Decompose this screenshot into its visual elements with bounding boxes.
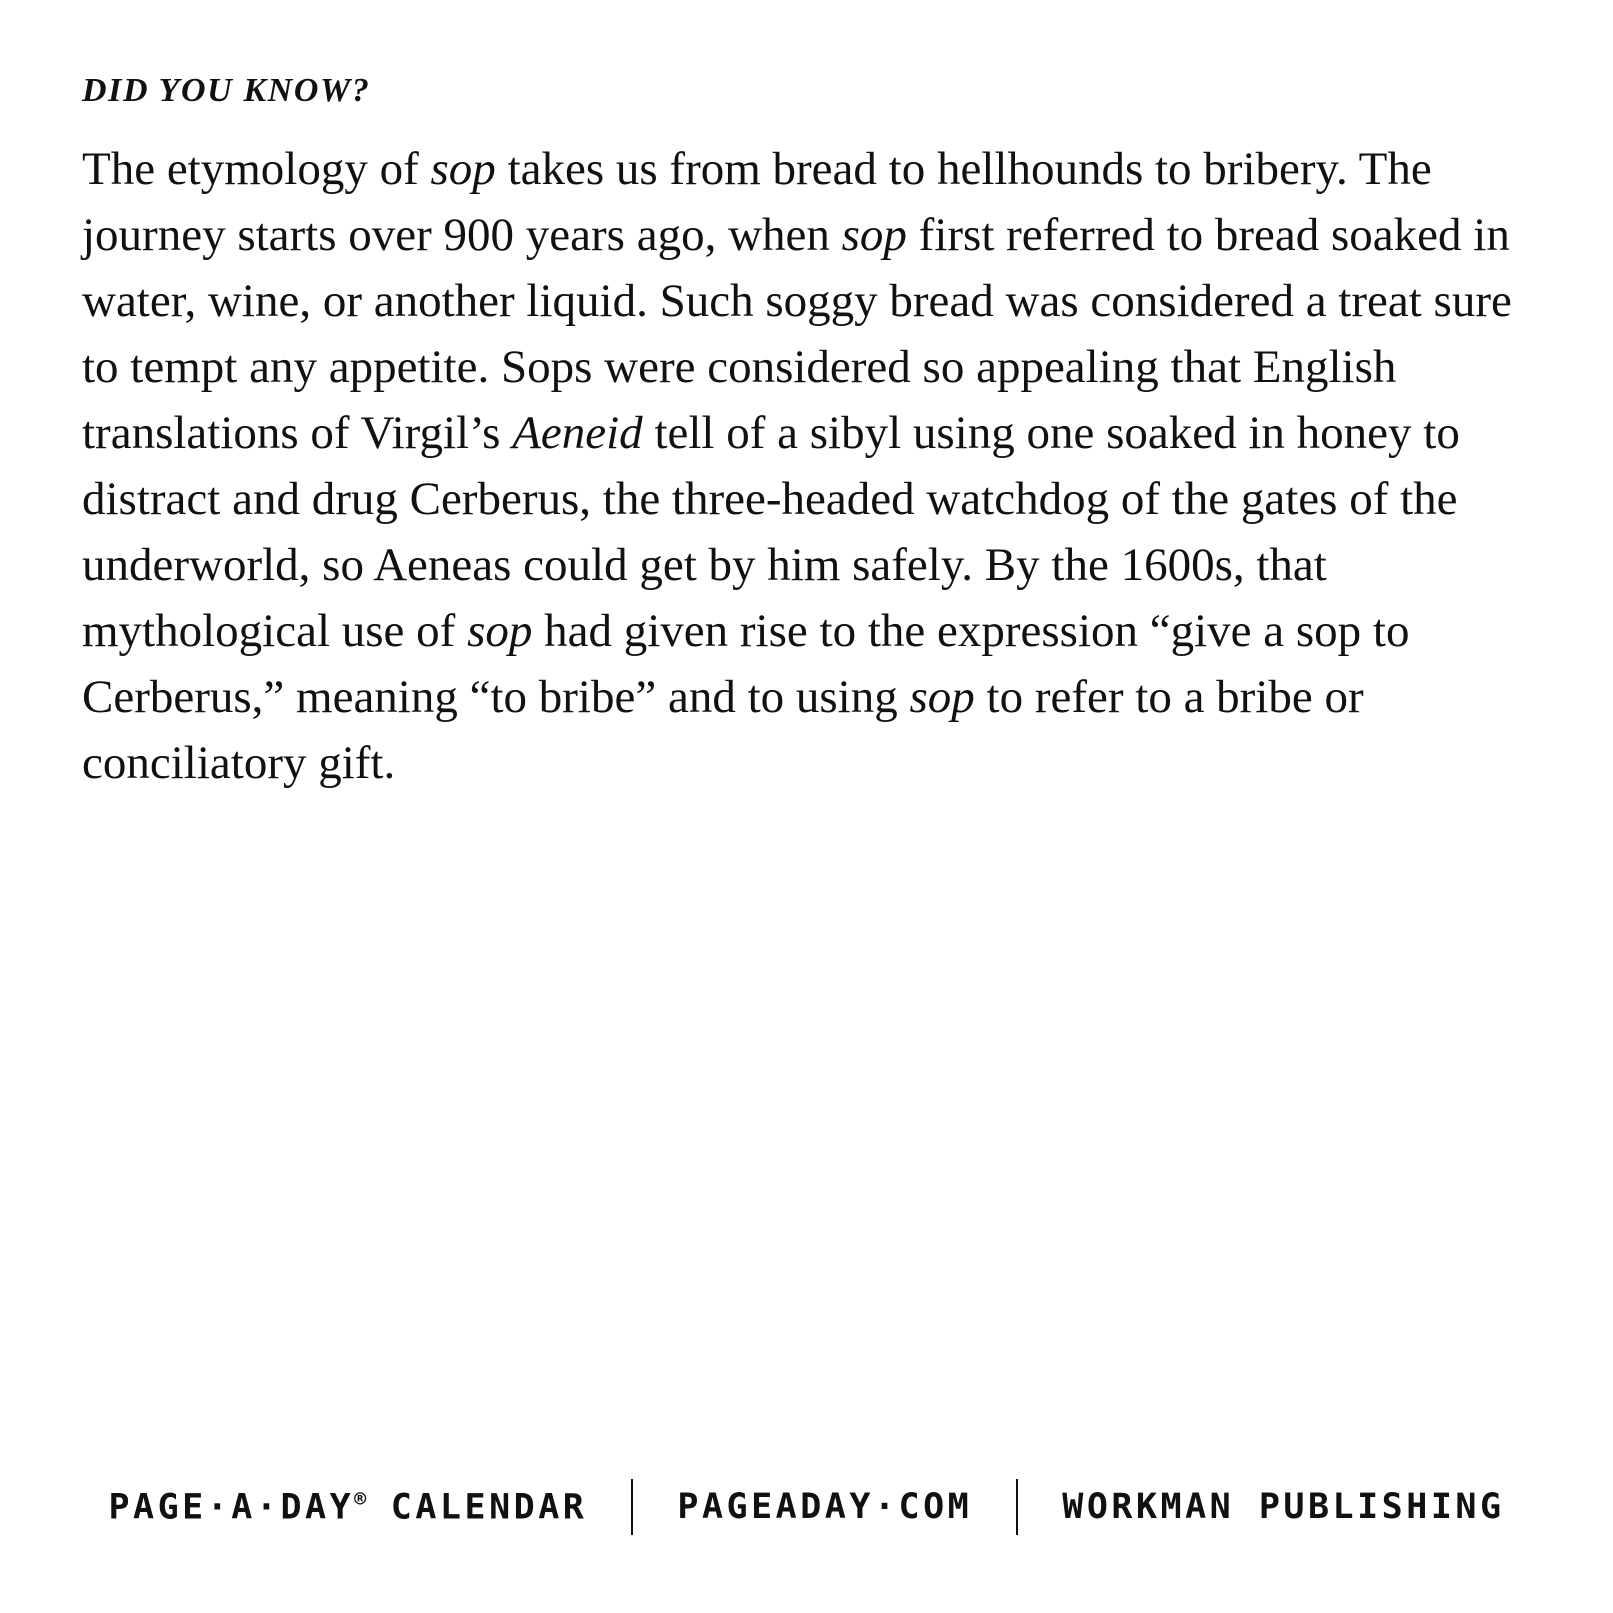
footer-brand-name: PAGE·A·DAY <box>108 1487 355 1528</box>
footer-brand <box>64 1487 631 1528</box>
registered-trademark-icon: ® <box>354 1486 367 1511</box>
italic-term: sop <box>909 671 975 723</box>
footer-website[interactable]: PAGEADAY·COM <box>677 1487 973 1527</box>
page-footer <box>0 1479 1613 1535</box>
italic-term: sop <box>841 209 907 261</box>
footer-publisher: WORKMAN PUBLISHING <box>1062 1487 1505 1527</box>
body-paragraph: The etymology of sop takes us from bread to hellhounds to bribery. The journey starts over 900 years ago, when sop first referred to bread soaked in water, wine, or another liquid. Such soggy bread was considered a treat sure to tempt any appetite. Sops were considered so appealing that English translations of Virgil’s Aeneid tell of a sibyl using one soaked in honey to distract and drug Cerberus, the three-headed watchdog of the gates of the underworld, so Aeneas could get by him safely. By the 1600s, that mythological use of sop had given rise to the expression “give a sop to Cerberus,” meaning “to bribe” and to using sop to refer to a bribe or conciliatory gift. <box>82 143 1512 789</box>
italic-term: sop <box>467 605 533 657</box>
did-you-know-heading: DID YOU KNOW? <box>82 72 371 109</box>
italic-term: Aeneid <box>512 407 643 459</box>
italic-term: sop <box>430 143 496 195</box>
footer-brand-suffix: CALENDAR <box>366 1487 588 1528</box>
